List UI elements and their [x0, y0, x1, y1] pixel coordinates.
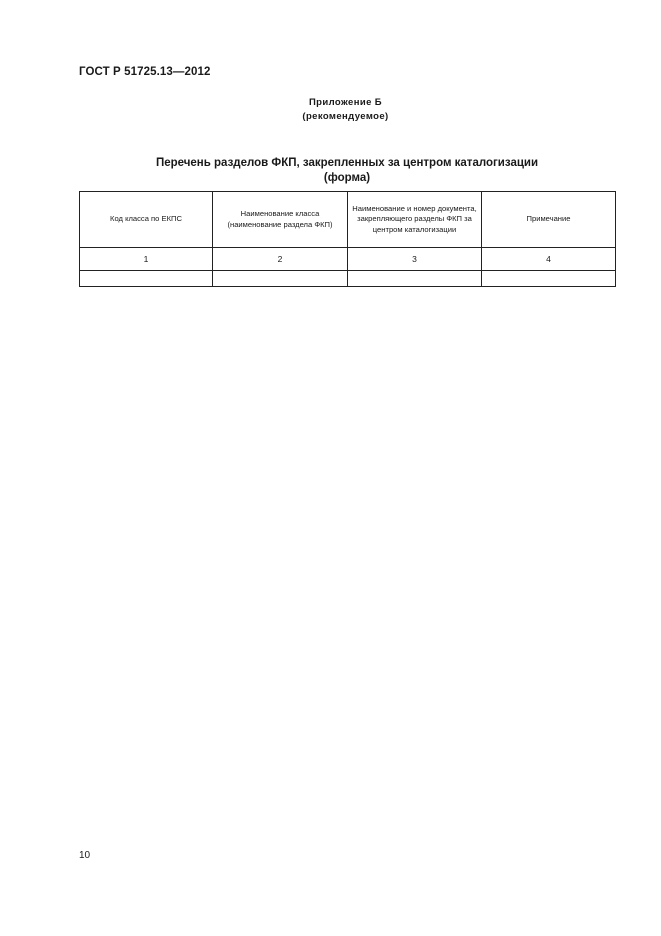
appendix-title: Приложение Б	[308, 97, 383, 108]
header-cell-note: Примечание	[482, 192, 616, 248]
table-cell	[80, 271, 213, 287]
column-number-row	[80, 248, 616, 271]
appendix-status: (рекомендуемое)	[302, 111, 389, 122]
header-cell-class-code: Код класса по ЕКПС	[80, 192, 213, 248]
catalog-sections-table	[79, 191, 616, 287]
header-cell-document: Наименование и номер документа, закрепляющего разделы ФКП за центром каталогизации	[348, 192, 482, 248]
table-row	[80, 271, 616, 287]
table-title-line-2: (форма)	[323, 172, 371, 184]
column-number: 1	[80, 248, 213, 271]
table-cell	[482, 271, 616, 287]
table-title-line-1: Перечень разделов ФКП, закрепленных за центром каталогизации	[155, 157, 539, 169]
appendix-heading	[0, 96, 661, 124]
column-number: 4	[482, 248, 616, 271]
table-title	[79, 156, 615, 186]
page-number: 10	[79, 850, 91, 861]
column-number: 2	[213, 248, 348, 271]
table-cell	[348, 271, 482, 287]
table-header-row	[80, 192, 616, 248]
table-cell	[213, 271, 348, 287]
header-cell-class-name: Наименование класса (наименование раздела ФКП)	[213, 192, 348, 248]
column-number: 3	[348, 248, 482, 271]
document-code: ГОСТ Р 51725.13—2012	[79, 66, 211, 78]
